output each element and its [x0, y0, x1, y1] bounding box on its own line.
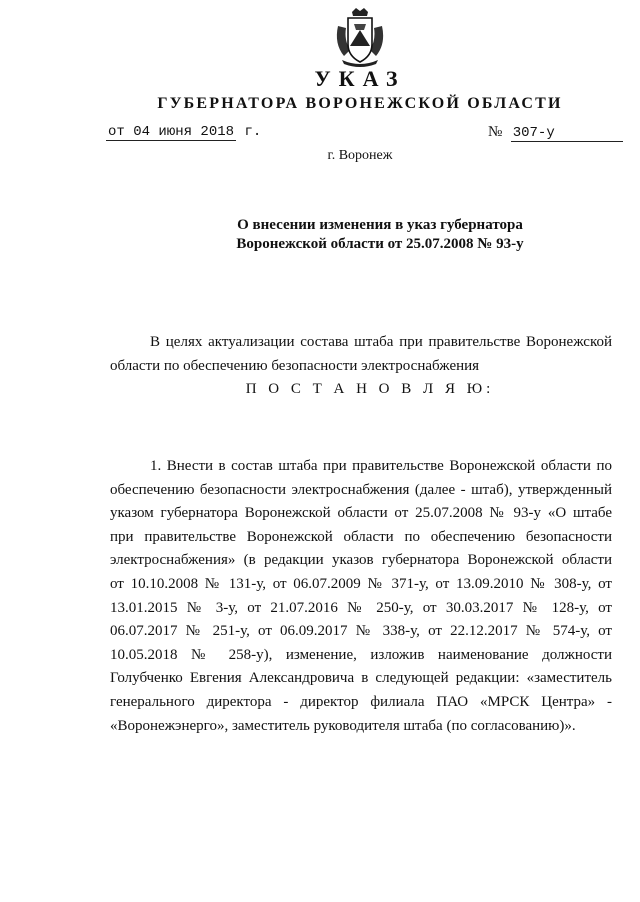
- body-line: 10.05.2018 № 258-у), изменение, изложив наименование должности: [110, 646, 612, 663]
- subject-line: О внесении изменения в указ губернатора: [237, 217, 523, 233]
- document-date: [106, 124, 261, 141]
- body-line: при правительстве Воронежской области по обеспечению безопасности: [110, 528, 612, 545]
- number-value: 307-у: [512, 125, 555, 141]
- body-line: 06.07.2017 № 251-у, от 06.09.2017 № 338-у, от 22.12.2017 № 574-у, от: [110, 623, 612, 640]
- document-subject: [0, 216, 640, 254]
- preamble-line: области по обеспечению безопасности электроснабжения: [110, 358, 480, 374]
- number-underline: [511, 125, 623, 142]
- preamble-paragraph: [110, 330, 612, 378]
- body-line: от 10.10.2008 № 131-у, от 06.07.2009 № 371-у, от 13.09.2010 № 308-у, от: [110, 575, 612, 592]
- body-line: 1. Внести в состав штаба при правительстве Воронежской области по: [150, 458, 612, 474]
- body-line: обеспечению безопасности электроснабжения (далее - штаб), утвержденный: [110, 481, 612, 498]
- body-line: «Воронежэнерго», заместитель руководителя штаба (по согласованию)».: [110, 717, 576, 734]
- date-prefix: от: [108, 124, 125, 140]
- decree-word: П О С Т А Н О В Л Я Ю:: [245, 381, 495, 397]
- date-suffix: г.: [244, 124, 262, 140]
- document-title: УКАЗ: [314, 66, 406, 91]
- body-paragraph: [110, 455, 612, 738]
- preamble-line: В целях актуализации состава штаба при правительстве Воронежской: [150, 334, 612, 350]
- date-underline: [106, 124, 236, 141]
- body-line: указом губернатора Воронежской области от 25.07.2008 № 93-у «О штабе: [110, 505, 612, 522]
- document-number: [488, 124, 623, 142]
- subject-line: Воронежской области от 25.07.2008 № 93-у: [236, 236, 524, 252]
- coat-of-arms-icon: [330, 6, 390, 68]
- body-line: электроснабжения» (в редакции указов губернатора Воронежской области: [110, 552, 612, 569]
- document-subtitle: ГУБЕРНАТОРА ВОРОНЕЖСКОЙ ОБЛАСТИ: [157, 95, 563, 112]
- body-line: генерального директора - директор филиала ПАО «МРСК Центра» -: [110, 693, 612, 710]
- body-line: 13.01.2015 № 3-у, от 21.07.2016 № 250-у, от 30.03.2017 № 128-у, от: [110, 599, 612, 616]
- date-value: 04 июня 2018: [133, 124, 235, 140]
- document-city: г. Воронеж: [327, 148, 393, 163]
- body-line: Голубченко Евгения Александровича в следующей редакции: «заместитель: [110, 670, 612, 687]
- number-sign: №: [488, 124, 503, 140]
